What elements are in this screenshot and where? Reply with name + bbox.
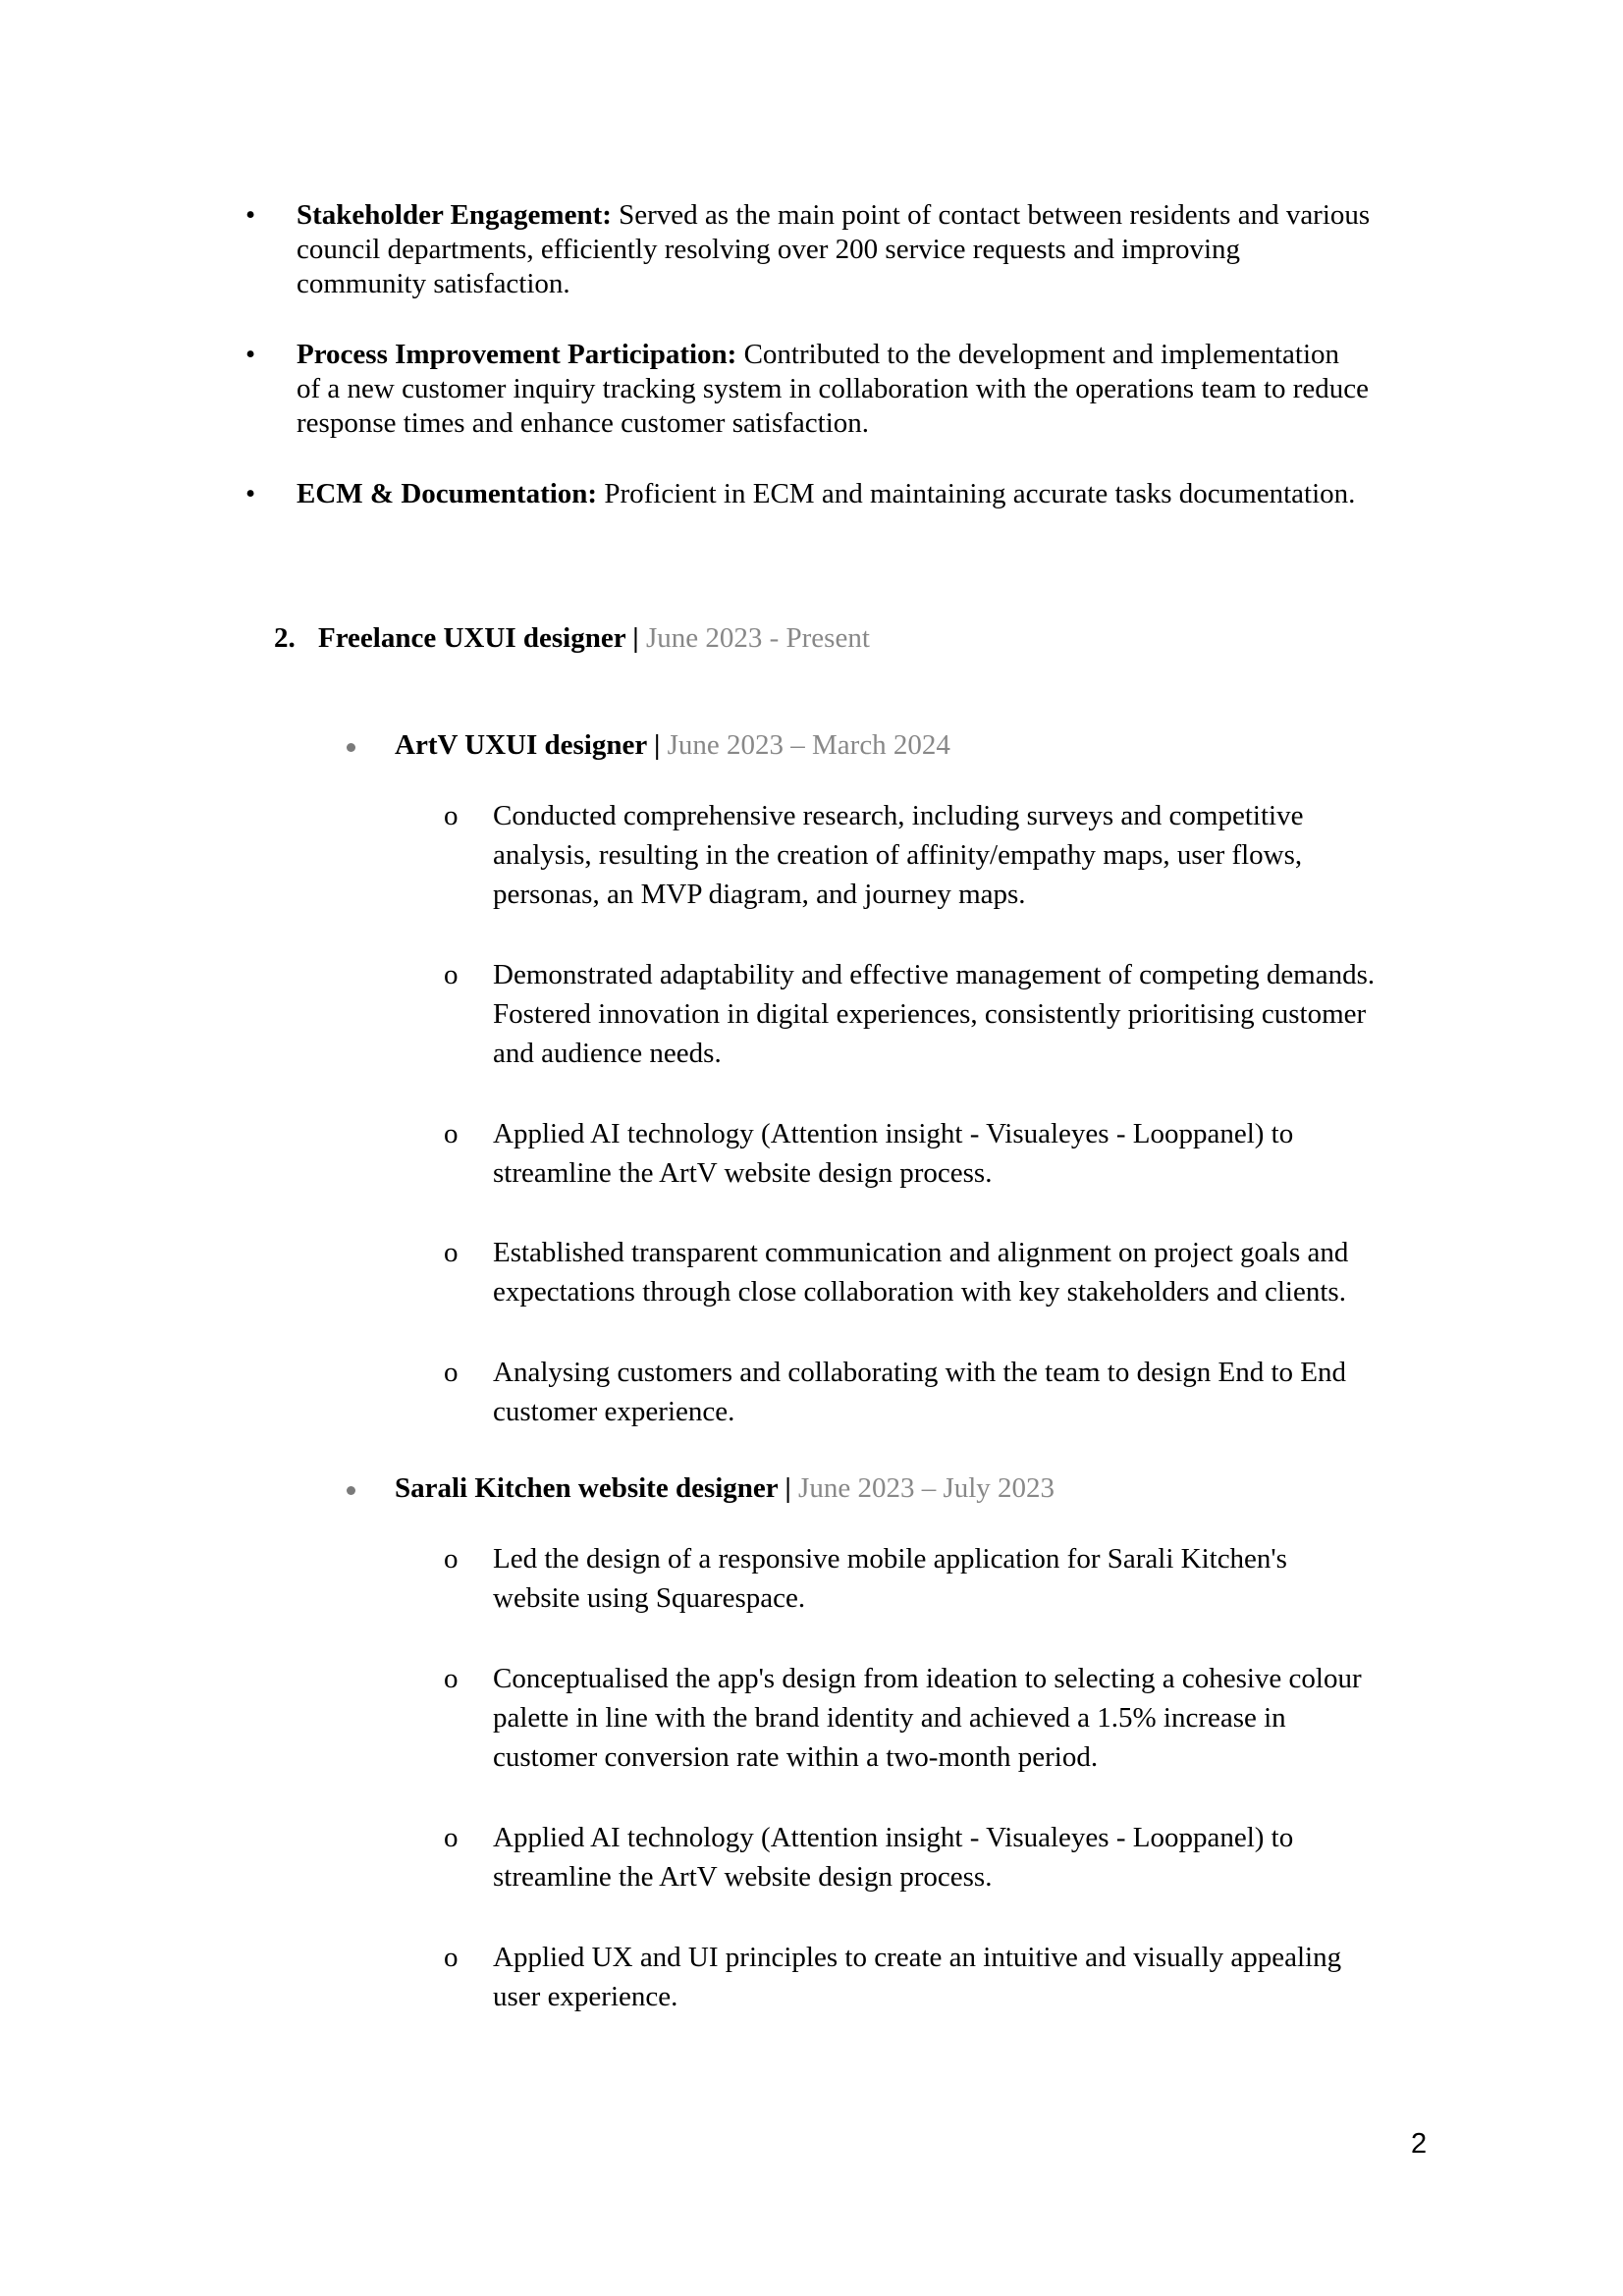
role-item-line: and audience needs. — [493, 1038, 722, 1069]
role-item-line: Established transparent communication and alignment on project goals and — [493, 1237, 1349, 1268]
role-item-line: palette in line with the brand identity and achieved a 1.5% increase in — [493, 1702, 1286, 1734]
role-heading-sarali-kitchen — [395, 1471, 1055, 1506]
role-item — [493, 955, 1475, 1073]
bullet-marker: • — [245, 478, 256, 509]
role-item-line: personas, an MVP diagram, and journey maps. — [493, 879, 1026, 910]
role-title: ArtV UXUI designer | — [395, 729, 661, 761]
role-heading-artv — [395, 728, 950, 763]
bullet-text-line: Contributed to the development and implementation — [736, 339, 1340, 370]
role-item — [493, 1659, 1475, 1777]
role-item-line: streamline the ArtV website design process. — [493, 1861, 993, 1893]
sub-bullet-marker: o — [444, 800, 459, 831]
role-item-line: customer experience. — [493, 1396, 735, 1427]
role-item-line: website using Squarespace. — [493, 1582, 806, 1614]
role-item-line: Applied AI technology (Attention insight - Visualeyes - Looppanel) to — [493, 1822, 1294, 1853]
bullet-title: Process Improvement Participation: — [297, 339, 737, 370]
role-item-line: user experience. — [493, 1981, 678, 2012]
role-item-line: expectations through close collaboration with key stakeholders and clients. — [493, 1276, 1346, 1308]
bullet-marker: • — [245, 199, 256, 231]
sub-bullet-marker: o — [444, 1357, 459, 1388]
role-item — [493, 1938, 1475, 2016]
section-heading — [274, 621, 870, 656]
section-dates: June 2023 - Present — [638, 622, 870, 654]
role-item-line: Fostered innovation in digital experiences, consistently prioritising customer — [493, 998, 1367, 1030]
role-bullet-dot — [347, 743, 355, 752]
bullet-title: Stakeholder Engagement: — [297, 199, 612, 231]
role-item-line: customer conversion rate within a two-month period. — [493, 1741, 1099, 1773]
role-item — [493, 1353, 1475, 1431]
sub-bullet-marker: o — [444, 1822, 459, 1853]
role-item — [493, 1818, 1475, 1896]
bullet-text-line: Served as the main point of contact between residents and various — [611, 199, 1371, 231]
bullet-marker: • — [245, 339, 256, 370]
role-item-line: Conceptualised the app's design from ideation to selecting a cohesive colour — [493, 1663, 1362, 1694]
bullet-text-line: response times and enhance customer satisfaction. — [297, 407, 870, 439]
role-item-line: Applied AI technology (Attention insight - Visualeyes - Looppanel) to — [493, 1118, 1294, 1149]
bullet-stakeholder-engagement — [297, 198, 1475, 301]
bullet-text-line: council departments, efficiently resolving over 200 service requests and improving — [297, 234, 1241, 265]
role-dates: June 2023 – March 2024 — [660, 729, 950, 761]
sub-bullet-marker: o — [444, 959, 459, 990]
role-item-line: Applied UX and UI principles to create an intuitive and visually appealing — [493, 1942, 1342, 1973]
role-item — [493, 796, 1475, 914]
role-item-line: streamline the ArtV website design process. — [493, 1157, 993, 1189]
sub-bullet-marker: o — [444, 1118, 459, 1149]
sub-bullet-marker: o — [444, 1942, 459, 1973]
page-number: 2 — [1411, 2128, 1428, 2160]
role-item-line: analysis, resulting in the creation of affinity/empathy maps, user flows, — [493, 839, 1303, 871]
bullet-text-line: Proficient in ECM and maintaining accurate tasks documentation. — [597, 478, 1356, 509]
role-item-line: Demonstrated adaptability and effective management of competing demands. — [493, 959, 1376, 990]
role-item-line: Conducted comprehensive research, including surveys and competitive — [493, 800, 1304, 831]
role-item-line: Analysing customers and collaborating with the team to design End to End — [493, 1357, 1347, 1388]
role-item — [493, 1539, 1475, 1618]
bullet-text-line: of a new customer inquiry tracking system in collaboration with the operations team to reduce — [297, 373, 1370, 404]
bullet-text-line: community satisfaction. — [297, 268, 570, 299]
role-dates: June 2023 – July 2023 — [790, 1472, 1055, 1504]
role-item — [493, 1114, 1475, 1193]
role-item-line: Led the design of a responsive mobile application for Sarali Kitchen's — [493, 1543, 1287, 1575]
role-bullet-dot — [347, 1486, 355, 1495]
bullet-process-improvement — [297, 338, 1475, 441]
role-title: Sarali Kitchen website designer | — [395, 1472, 791, 1504]
section-number: 2. — [274, 622, 296, 654]
sub-bullet-marker: o — [444, 1543, 459, 1575]
sub-bullet-marker: o — [444, 1237, 459, 1268]
section-title: Freelance UXUI designer | — [318, 622, 639, 654]
sub-bullet-marker: o — [444, 1663, 459, 1694]
bullet-ecm-documentation — [297, 477, 1475, 511]
bullet-title: ECM & Documentation: — [297, 478, 598, 509]
role-item — [493, 1233, 1475, 1311]
